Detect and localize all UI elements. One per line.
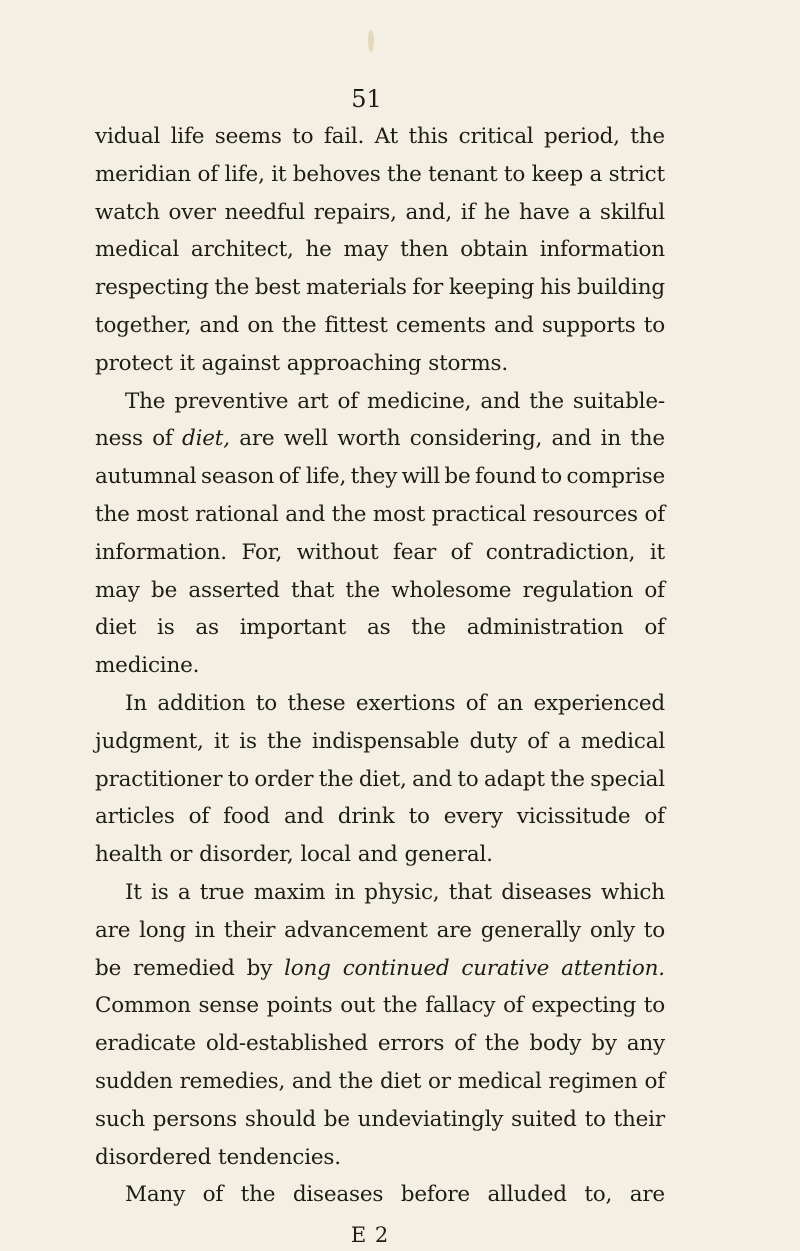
word: of (527, 728, 548, 754)
word: that (290, 577, 335, 603)
word: which (600, 879, 665, 905)
word: judgment, (95, 728, 204, 754)
word: vicissitude (516, 804, 631, 830)
word: diseases (501, 879, 592, 905)
word: art (297, 388, 329, 414)
word: in (600, 426, 621, 452)
text-line (95, 1176, 665, 1214)
word: be (444, 464, 471, 490)
word: by (591, 1031, 617, 1057)
page-number: 51 (351, 85, 382, 113)
word: it (649, 539, 665, 565)
word: At (374, 124, 399, 149)
word: of (450, 539, 472, 565)
text-line (95, 269, 665, 307)
word: only (589, 917, 635, 943)
word: meridian (95, 161, 191, 187)
word: the (338, 1068, 374, 1094)
word: fittest (324, 312, 388, 338)
word: obtain (460, 237, 528, 263)
word: a (558, 728, 571, 754)
word: and (285, 501, 326, 527)
word: before (400, 1182, 470, 1208)
word: to (227, 766, 249, 792)
word: of (644, 804, 665, 830)
text-line (95, 458, 665, 496)
word: tendencies. (218, 1144, 341, 1170)
word: of (503, 993, 524, 1019)
word: the (318, 766, 354, 792)
word: the (630, 426, 665, 452)
text-line (95, 874, 665, 912)
word: long (139, 917, 186, 943)
word: of (644, 1068, 665, 1094)
word: diet, (358, 766, 407, 792)
word: suited (511, 1106, 577, 1132)
body-text (95, 118, 665, 1214)
word: behoves (292, 161, 381, 187)
word: and (291, 1068, 332, 1094)
word: medical (95, 237, 180, 263)
word: is (157, 615, 175, 641)
word: diet, (182, 426, 230, 452)
word: medical (580, 728, 665, 754)
word: life, (224, 161, 265, 187)
word: diseases (292, 1182, 384, 1208)
word: skilful (599, 199, 665, 225)
word: special (590, 766, 665, 792)
word: protect (95, 350, 173, 376)
text-line (95, 685, 665, 723)
word: worth (337, 426, 401, 452)
word: critical (458, 124, 534, 149)
word: long (284, 955, 331, 981)
word: he (484, 199, 511, 225)
word: materials (306, 275, 407, 301)
word: The (125, 388, 166, 414)
word: medicine, (367, 388, 472, 414)
word: in (194, 917, 215, 943)
word: In (125, 690, 147, 716)
word: keeping (448, 275, 535, 301)
text-line (95, 1101, 665, 1139)
word: such (95, 1106, 145, 1132)
word: be (95, 955, 122, 981)
word: physic, (364, 879, 440, 905)
word: to (643, 993, 665, 1019)
word: It (125, 879, 142, 905)
word: without (296, 539, 379, 565)
word: their (223, 917, 276, 943)
word: the (331, 501, 367, 527)
word: asserted (188, 577, 280, 603)
word: against (201, 350, 280, 376)
word: sudden (95, 1068, 173, 1094)
word: undeviatingly (357, 1106, 504, 1132)
word: practitioner (95, 766, 223, 792)
word: the (550, 766, 585, 792)
word: errors (377, 1031, 445, 1057)
word: to (255, 690, 278, 716)
word: seems (214, 124, 282, 149)
word: order (254, 766, 314, 792)
text-line (95, 836, 665, 874)
word: and (357, 842, 398, 868)
word: indispensable (311, 728, 460, 754)
text-line (95, 912, 665, 950)
word: of (644, 615, 665, 641)
word: most (372, 501, 426, 527)
word: on (247, 312, 274, 338)
word: ness (95, 426, 143, 452)
word: fallacy (425, 993, 496, 1019)
word: comprise (566, 464, 665, 490)
word: then (400, 237, 449, 263)
word: be (151, 577, 178, 603)
word: to (584, 1106, 606, 1132)
word: his (539, 275, 572, 301)
text-line (95, 723, 665, 761)
word: be (323, 1106, 350, 1132)
word: local (300, 842, 351, 868)
word: sense (198, 993, 259, 1019)
word: of (202, 1182, 224, 1208)
word: the (630, 124, 665, 149)
word: medicine. (95, 653, 200, 679)
word: medical (457, 1068, 542, 1094)
word: by (246, 955, 273, 981)
word: a (578, 199, 592, 225)
text-line (95, 987, 665, 1025)
text-line (95, 761, 665, 799)
word: for (412, 275, 444, 301)
word: architect, (190, 237, 294, 263)
word: the (281, 312, 317, 338)
word: regimen (548, 1068, 638, 1094)
word: disordered (95, 1144, 212, 1170)
word: practical (431, 501, 527, 527)
text-line (95, 194, 665, 232)
text-line (95, 231, 665, 269)
word: old-established (205, 1031, 368, 1057)
word: contradiction, (485, 539, 636, 565)
word: health (95, 842, 163, 868)
word: watch (95, 199, 160, 225)
word: the (345, 577, 380, 603)
word: the (411, 615, 446, 641)
word: of (454, 1031, 475, 1057)
word: building (576, 275, 665, 301)
word: Common (95, 993, 191, 1019)
word: to, (584, 1182, 613, 1208)
text-line (95, 496, 665, 534)
word: continued (342, 955, 450, 981)
word: respecting (95, 275, 209, 301)
word: best (254, 275, 301, 301)
word: of (188, 804, 210, 830)
word: For, (241, 539, 283, 565)
word: true (199, 879, 245, 905)
word: may (343, 237, 389, 263)
word: have (518, 199, 570, 225)
word: of (644, 501, 665, 527)
word: remedied (133, 955, 235, 981)
word: their (613, 1106, 665, 1132)
word: wholesome (391, 577, 512, 603)
word: are (95, 917, 131, 943)
word: information. (95, 539, 227, 565)
word: the (214, 275, 250, 301)
word: points (266, 993, 333, 1019)
text-line (95, 307, 665, 345)
word: articles (95, 804, 175, 830)
word: alluded (487, 1182, 567, 1208)
word: should (244, 1106, 316, 1132)
word: out (340, 993, 376, 1019)
word: found (474, 464, 537, 490)
word: of (337, 388, 358, 414)
word: experienced (533, 690, 665, 716)
word: information (539, 237, 665, 263)
word: adapt (483, 766, 545, 792)
word: expecting (531, 993, 637, 1019)
word: preventive (174, 388, 289, 414)
word: addition (157, 690, 246, 716)
word: of (152, 426, 173, 452)
word: of life, (278, 464, 347, 490)
word: any (626, 1031, 665, 1057)
word: of (465, 690, 487, 716)
word: disorder, (199, 842, 294, 868)
word: an (496, 690, 524, 716)
word: they (350, 464, 398, 490)
text-line (95, 798, 665, 836)
word: storms. (428, 350, 508, 376)
word: remedies, (179, 1068, 286, 1094)
word: vidual (95, 124, 161, 149)
word: may (95, 577, 140, 603)
text-line (95, 345, 665, 383)
word: and (283, 804, 324, 830)
word: fail. (323, 124, 365, 149)
word: keep (531, 161, 584, 187)
word: autumnal (95, 464, 197, 490)
word: is (239, 728, 257, 754)
word: regulation (522, 577, 634, 603)
word: to (292, 124, 314, 149)
word: these (287, 690, 346, 716)
word: season (200, 464, 275, 490)
word: every (443, 804, 503, 830)
word: body (529, 1031, 582, 1057)
word: diet (379, 1068, 422, 1094)
word: eradicate (95, 1031, 196, 1057)
word: as (366, 615, 391, 641)
text-line (95, 647, 665, 685)
word: as (195, 615, 219, 641)
word: to (457, 766, 479, 792)
word: curative (461, 955, 550, 981)
word: persons (152, 1106, 238, 1132)
word: a (177, 879, 191, 905)
word: fear (393, 539, 437, 565)
word: are (239, 426, 275, 452)
word: cements (395, 312, 486, 338)
word: is (151, 879, 169, 905)
word: it (213, 728, 230, 754)
word: the (95, 501, 130, 527)
word: to (408, 804, 430, 830)
word: a (589, 161, 603, 187)
word: most (136, 501, 189, 527)
word: and (480, 388, 521, 414)
word: supports (541, 312, 636, 338)
word: it (179, 350, 195, 376)
word: the (484, 1031, 520, 1057)
word: that (448, 879, 492, 905)
word: the (382, 993, 418, 1019)
word: or (427, 1068, 451, 1094)
text-line (95, 1025, 665, 1063)
word: attention. (561, 955, 665, 981)
word: Many (125, 1182, 186, 1208)
word: and (412, 766, 452, 792)
word: advancement (284, 917, 428, 943)
word: food (223, 804, 270, 830)
word: it (271, 161, 287, 187)
text-line (95, 1139, 665, 1177)
word: he (305, 237, 332, 263)
text-line (95, 609, 665, 647)
word: of (644, 577, 665, 603)
word: important (239, 615, 347, 641)
text-line (95, 118, 665, 156)
word: or (169, 842, 193, 868)
text-line (95, 534, 665, 572)
word: rational (195, 501, 279, 527)
text-line (95, 572, 665, 610)
word: the (387, 161, 422, 187)
text-line (95, 420, 665, 458)
word: to (643, 917, 665, 943)
word: will (401, 464, 440, 490)
word: life (170, 124, 205, 149)
word: and (551, 426, 592, 452)
text-line (95, 1063, 665, 1101)
word: are (436, 917, 472, 943)
word: and (493, 312, 534, 338)
word: in (334, 879, 355, 905)
word: considering, (409, 426, 543, 452)
word: are (629, 1182, 665, 1208)
text-line (95, 383, 665, 421)
word: and, (405, 199, 452, 225)
word: general. (404, 842, 493, 868)
word: to (643, 312, 665, 338)
word: the (529, 388, 564, 414)
word: period, (543, 124, 620, 149)
word: if (460, 199, 476, 225)
word: tenant (428, 161, 498, 187)
word: suitable- (572, 388, 665, 414)
word: together, (95, 312, 192, 338)
text-line (95, 950, 665, 988)
word: to (540, 464, 563, 490)
word: maxim (253, 879, 326, 905)
word: the (240, 1182, 276, 1208)
word: generally (480, 917, 581, 943)
word: resources (532, 501, 638, 527)
word: diet (95, 615, 137, 641)
word: exertions (355, 690, 456, 716)
text-line (95, 156, 665, 194)
word: duty (469, 728, 518, 754)
word: to (503, 161, 526, 187)
word: needful (224, 199, 305, 225)
word: approaching (286, 350, 422, 376)
signature-mark: E 2 (350, 1223, 390, 1247)
word: this (408, 124, 449, 149)
word: over (168, 199, 216, 225)
word: well (283, 426, 328, 452)
word: drink (337, 804, 395, 830)
word: repairs, (313, 199, 397, 225)
word: administration (466, 615, 624, 641)
word: strict (608, 161, 665, 187)
word: and (199, 312, 240, 338)
word: the (267, 728, 302, 754)
paper-mark (368, 30, 374, 52)
word: of (197, 161, 218, 187)
